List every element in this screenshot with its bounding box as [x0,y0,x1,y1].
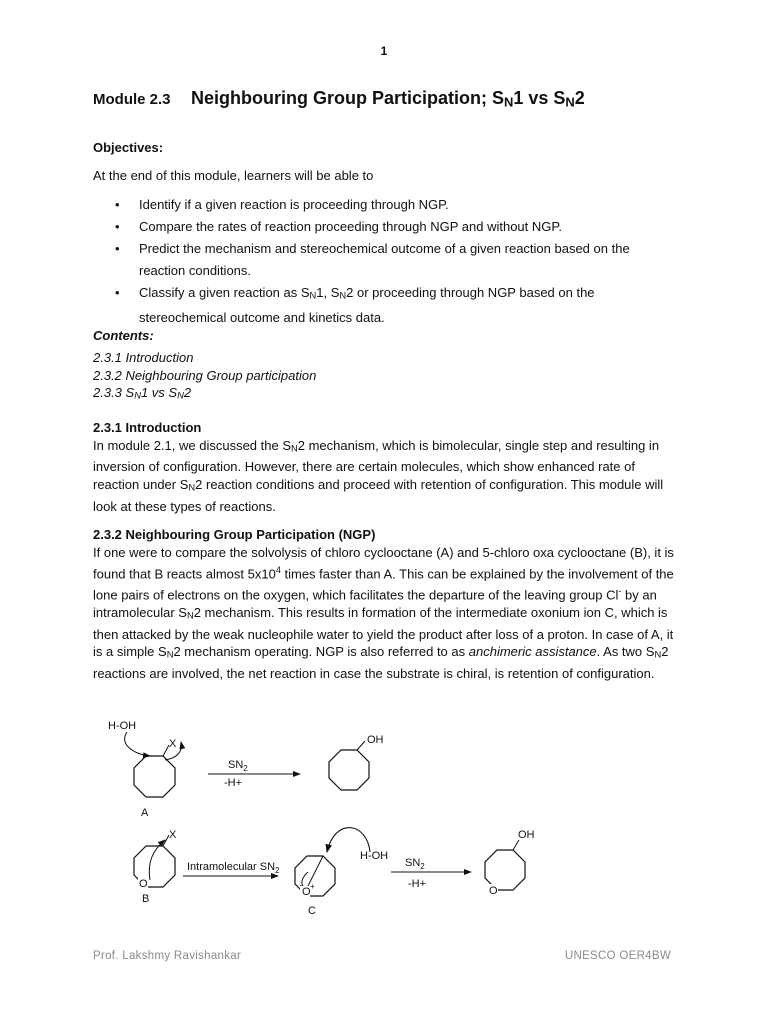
footer-author: Prof. Lakshmy Ravishankar [93,950,242,962]
page-number: 1 [380,44,388,58]
compound-c-label: C [308,905,316,917]
ngp-heading: 2.3.2 Neighbouring Group Participation (NGP) [93,527,376,542]
bullet-icon: • [115,219,120,234]
oxygen-label: O [139,878,148,890]
compound-b-label: B [142,893,150,905]
objectives-heading: Objectives: [93,140,164,155]
module-number: Module 2.3 [93,91,171,108]
intro-paragraph: In module 2.1, we discussed the SN2 mechanism, which is bimolecular, single step and resulting in inversion of configuration. However, there are certain molecules, which show enhanced rate of reaction under SN2 reaction conditions and proceed with retention of configuration. This module will look at these types of reactions. [93,438,664,514]
bullet-icon: • [115,285,120,300]
cyclooctane-ring [134,756,175,797]
ngp-paragraph: If one were to compare the solvolysis of chloro cyclooctane (A) and 5-chloro oxa cyclooctane (B), it is found that B reacts almost $5x10^4$ times faster than A. This can be explained by the involvement of the lone pairs of electrons on the oxygen, which facilitates the departure of the leaving group Cl- by an intramolecular SN2 mechanism. This results in formation of the intermediate oxonium ion C, which is then attacked by the weak nucleophile water to yield the product after loss of a proton. In case of A, it is a simple SN2 mechanism operating. NGP is also referred to as anchimeric assistance. As two SN2 reactions are involved, the net reaction in case the substrate is chiral, is retention of configuration. [93,545,674,681]
page-title [93,88,585,109]
objectives-list [93,194,678,329]
water-label: H-OH [108,720,137,732]
proton-loss-label: -H+ [408,878,427,890]
contents-item: 2.3.3 SN1 vs SN2 [93,385,192,401]
list-item: • Classify a given reaction as SN1, SN2 or proceeding through NGP based on the stereochemical outcome and kinetics data. [93,282,678,329]
leaving-group-label: X [169,738,177,750]
oxygen-label: O [489,885,498,897]
list-item: • Identify if a given reaction is proceeding through NGP. [93,194,678,216]
intro-heading: 2.3.1 Introduction [93,420,202,435]
hydroxyl-label: OH [518,829,535,841]
module-title: Neighbouring Group Participation; SN1 vs SN2 [190,88,585,110]
contents-item: 2.3.1 Introduction [93,350,194,365]
footer-organization: UNESCO OER4BW [564,950,671,962]
reagent-sn2-label: $SN_2$ [405,857,425,871]
cyclooctanol-ring [329,750,369,790]
compound-a-label: A [141,807,149,819]
bond-line [357,741,365,750]
oxygen-label: O [302,886,311,898]
curved-arrow-icon [125,732,150,756]
hydroxyl-label: OH [367,734,384,746]
bond-line [513,840,519,850]
list-item: • Predict the mechanism and stereochemical outcome of a given reaction based on the reaction conditions. [93,238,678,282]
water-label: H-OH [360,850,389,862]
proton-loss-label: -H+ [224,777,243,789]
intramolecular-label: Intramolecular $SN_2$ [187,861,280,875]
reagent-sn2-label: $SN_2$ [228,759,248,773]
reaction-scheme [95,712,555,922]
objectives-intro: At the end of this module, learners will be able to [93,168,374,183]
bullet-icon: • [115,197,120,212]
positive-charge-label: + [310,882,315,891]
leaving-group-label: X [169,829,177,841]
contents-item: 2.3.2 Neighbouring Group participation [93,367,317,383]
contents-list [93,349,678,405]
list-item: • Compare the rates of reaction proceeding through NGP and without NGP. [93,216,678,238]
contents-heading: Contents: [93,328,154,343]
bullet-icon: • [115,241,120,256]
curved-arrow-icon [327,828,370,852]
